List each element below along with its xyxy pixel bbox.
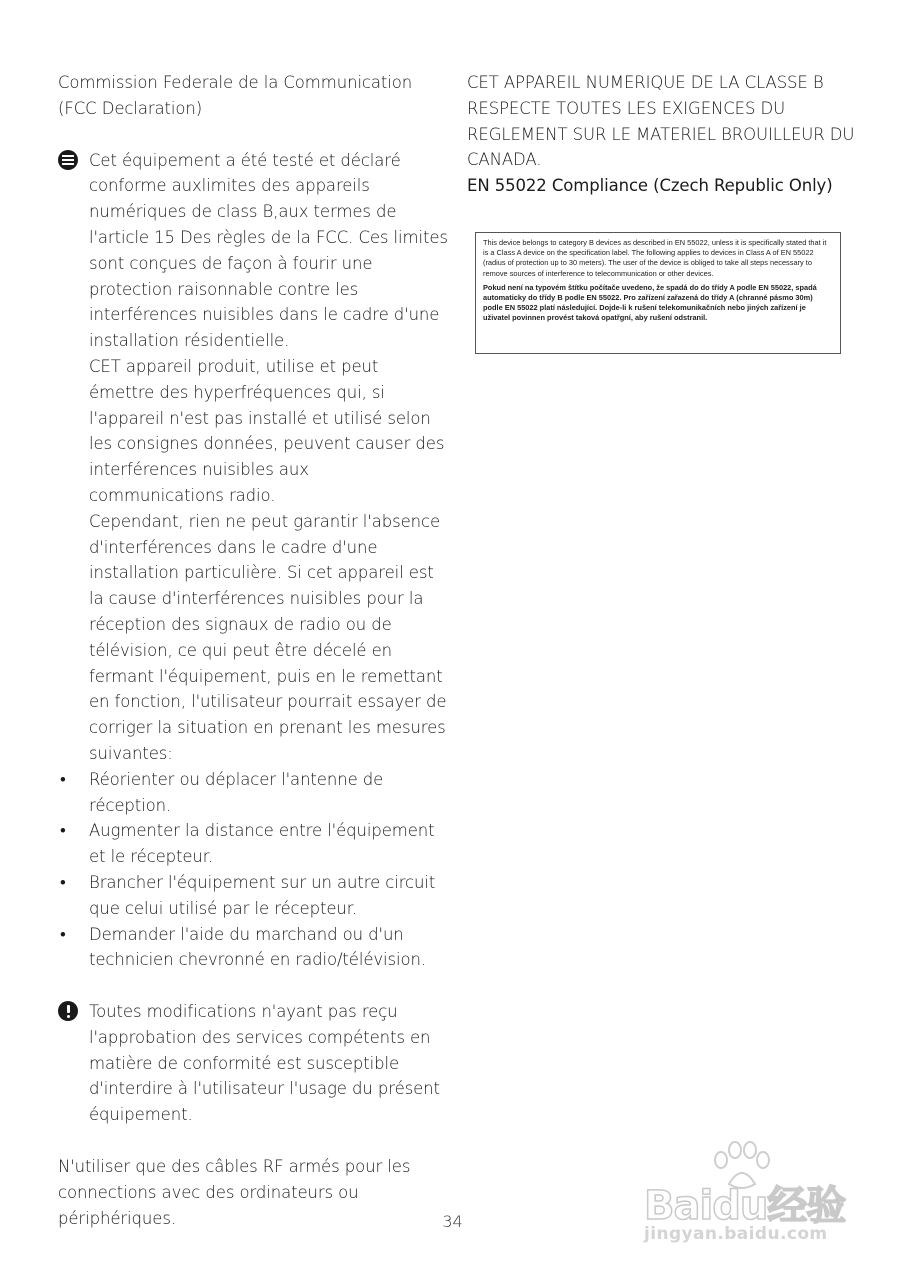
fcc-heading-line1: Commission Federale de la Communication [58, 73, 413, 92]
note-icon [58, 150, 78, 170]
note-paragraph-1: Cet équipement a été testé et déclaré conforme auxlimites des appareils numériques de class B,aux termes de l'article 15 Des règles de la FCC. Ces limites sont conçues de façon à fourir une protection raisonnable contre les interférences nuisibles dans le cadre d'une installation résidentielle. [89, 150, 448, 351]
bullet-text: Réorienter ou déplacer l'antenne de réception. [89, 769, 384, 815]
measures-list [58, 767, 448, 973]
bullet-icon: • [60, 821, 66, 841]
warning-text: Toutes modifications n'ayant pas reçu l'approbation des services compétents en matière de conformité est susceptible d'interdire à l'utilisateur l'usage du présent équipement. [89, 1002, 440, 1125]
bullet-text: Demander l'aide du marchand ou d'un technicien chevronné en radio/télévision. [89, 924, 427, 970]
en55022-heading: EN 55022 Compliance (Czech Republic Only) [467, 176, 833, 196]
bullet-icon: • [60, 769, 66, 789]
en55022-compliance-box [475, 232, 841, 354]
right-column [467, 70, 867, 199]
list-item [58, 870, 448, 922]
bullet-text: Brancher l'équipement sur un autre circuit que celui utilisé par le récepteur. [89, 872, 436, 918]
bullet-icon: • [60, 924, 66, 944]
note-paragraph-2: CET appareil produit, utilise et peut émettre des hyperfréquences qui, si l'appareil n'est pas installé et utilisé selon les consignes données, peuvent causer des interférences nuisibles aux communications radio. [89, 356, 445, 505]
list-item [58, 922, 448, 974]
warning-icon [58, 1001, 78, 1021]
warning-block [58, 999, 448, 1128]
note-block [58, 148, 448, 767]
closing-text: N'utiliser que des câbles RF armés pour les connections avec des ordinateurs ou périphériques. [58, 1157, 411, 1228]
page-number: 34 [442, 1212, 463, 1231]
compliance-text-english: This device belongs to category B devices as described in EN 55022, unless it is specifically stated that it is a Class A device on the specification label. The following applies to devices in Class A of EN 55022 (radius of protection up to 30 meters). The user of the device is obliged to take all steps necessary to remove sources of interference to telecommunication or other devices. [483, 238, 827, 278]
bullet-text: Augmenter la distance entre l'équipement et le récepteur. [89, 821, 435, 867]
list-item [58, 767, 448, 819]
fcc-heading-line2: (FCC Declaration) [58, 98, 203, 118]
left-column [58, 70, 448, 1231]
bullet-icon: • [60, 872, 66, 892]
baidu-watermark [640, 1140, 860, 1250]
compliance-text-czech: Pokud není na typovém štítku počítače uvedeno, že spadá do do třídy A podle EN 55022, spadá automaticky do třídy B podle EN 55022. Pro zařízení zařazená do třídy A (chranné pásmo 30m) podle EN 55022 platí následující. Dojde-li k rušení telekomunikačních nebo jiných zařízení je uživatel povinnen provést taková opatřgní, aby rušení odstranil. [483, 282, 817, 323]
fcc-heading [58, 70, 448, 122]
note-paragraph-3: Cependant, rien ne peut garantir l'absence d'interférences dans le cadre d'une installation particulière. Si cet appareil est la cause d'interférences nuisibles pour la réception des signaux de radio ou de télévision, ce qui peut être décelé en fermant l'équipement, puis en le remettant en fonction, l'utilisateur pourrait essayer de corriger la situation en prenant les mesures suivantes: [89, 511, 447, 763]
watermark-url: jingyan.baidu.com [644, 1224, 828, 1244]
watermark-brand: Baidu经验 [644, 1183, 846, 1229]
list-item [58, 818, 448, 870]
canada-statement: CET APPAREIL NUMERIQUE DE LA CLASSE B RESPECTE TOUTES LES EXIGENCES DU REGLEMENT SUR LE MATERIEL BROUILLEUR DU CANADA. [467, 73, 855, 170]
